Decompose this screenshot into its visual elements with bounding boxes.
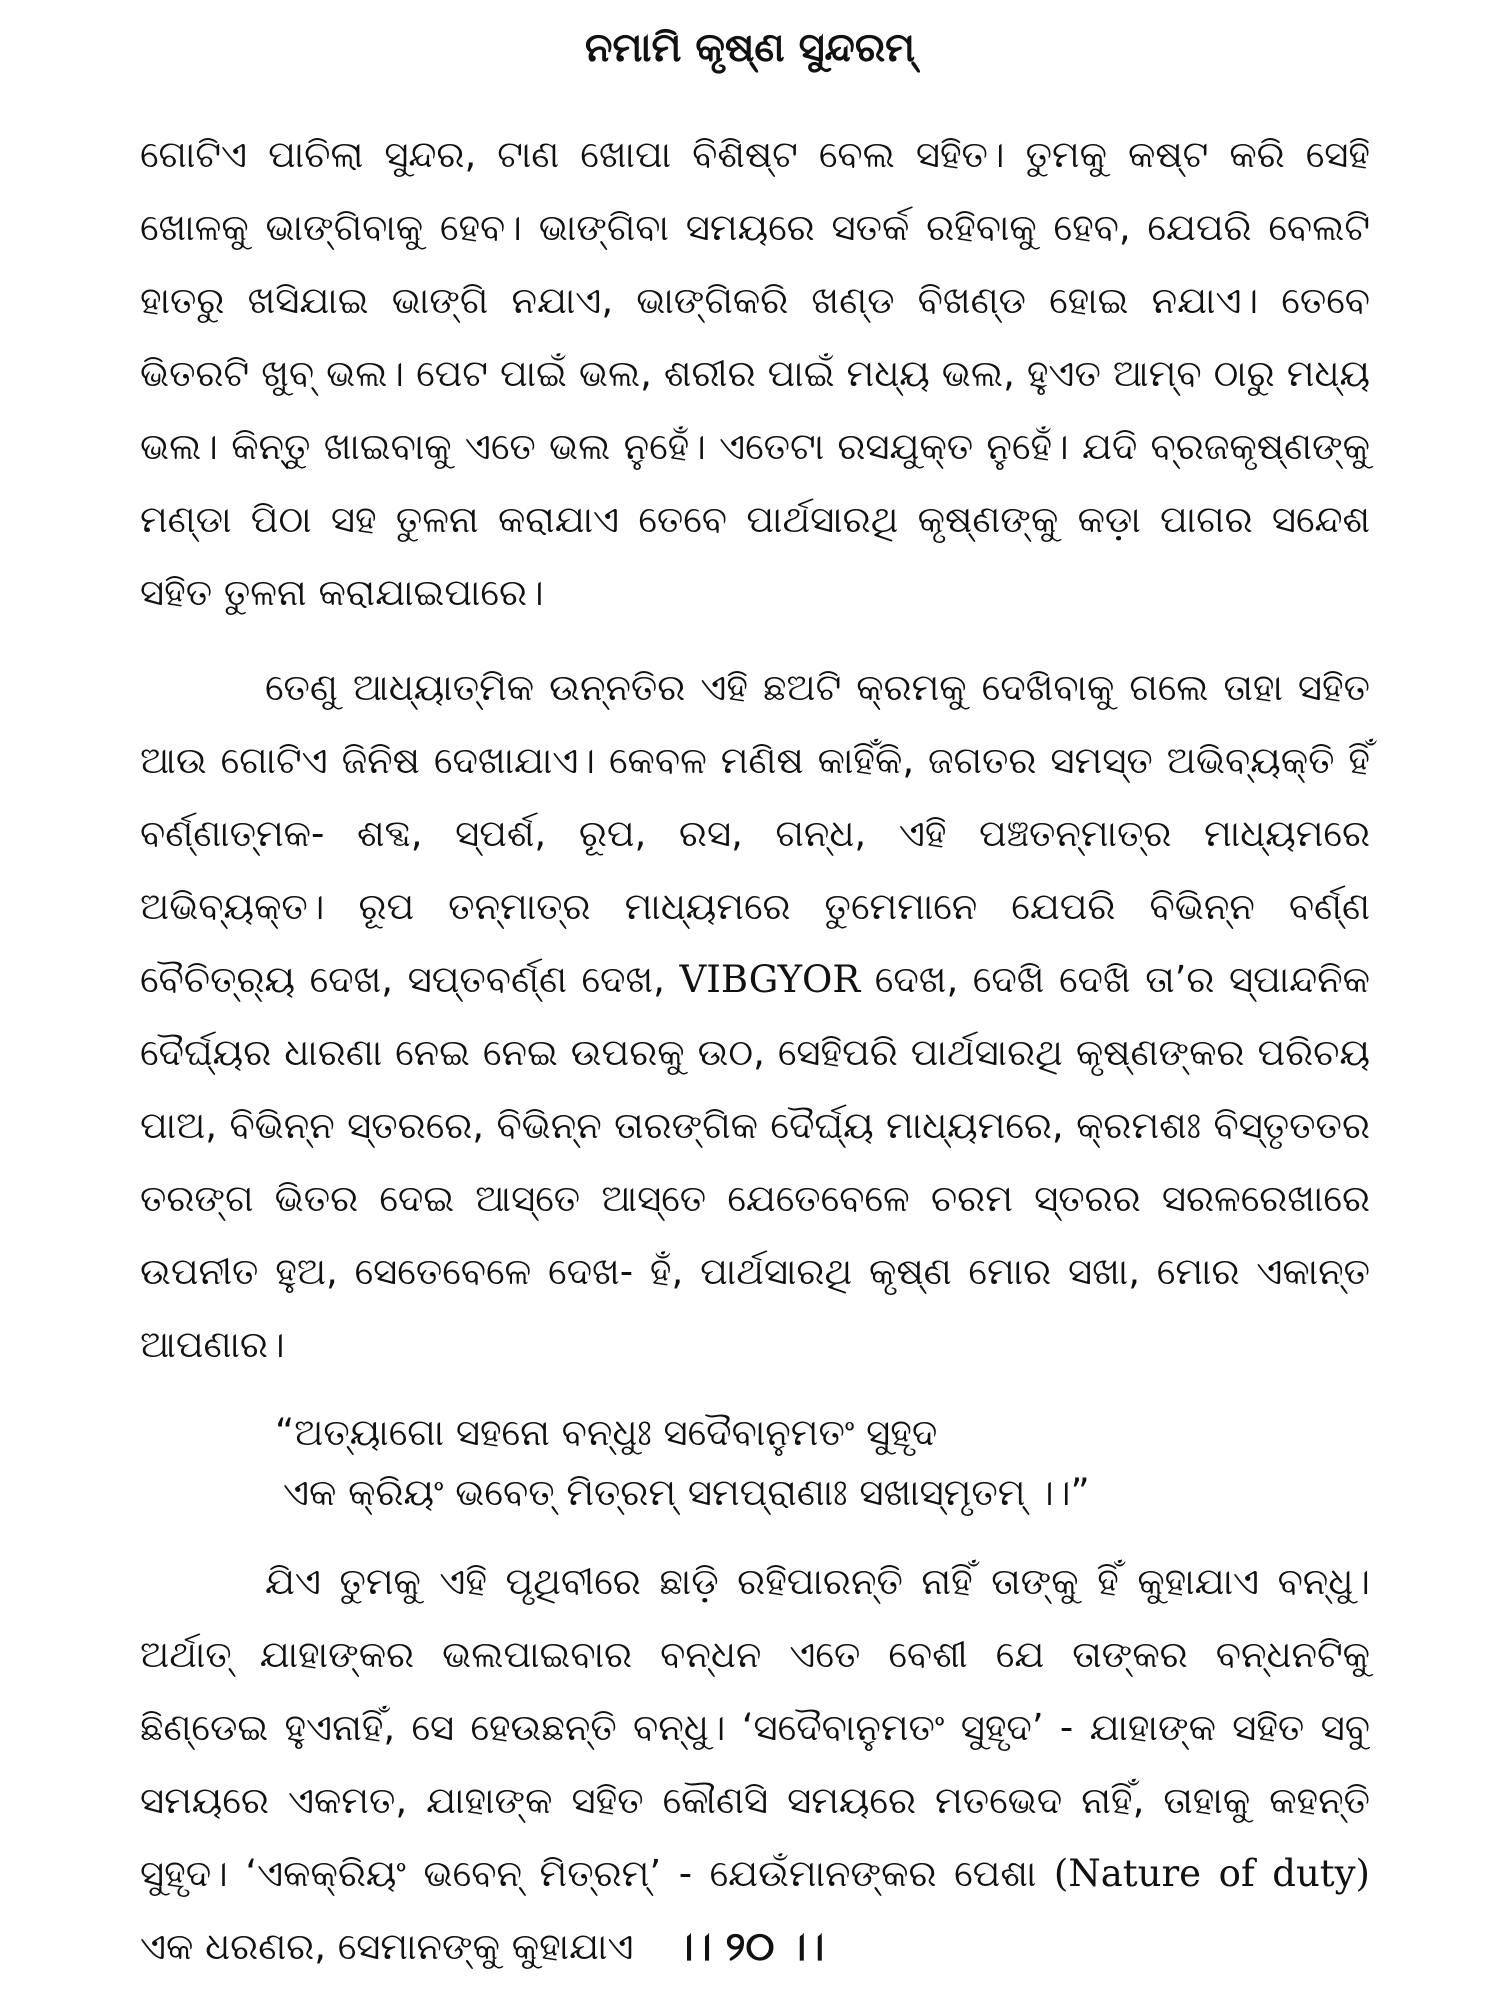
nature-of-duty-term: (Nature of duty): [1053, 1852, 1370, 1895]
running-title: ନମାମି କୃଷ୍ଣ ସୁନ୍ଦରମ୍: [584, 25, 916, 71]
vibgyor-term: VIBGYOR: [679, 958, 861, 1001]
body-text: [140, 118, 1370, 1983]
paragraph-2: [140, 651, 1370, 1381]
paragraph-2-part-2: ଦେଖ, ଦେଖି ଦେଖି ତା’ର ସ୍ପାନ୍ଦନିକ ଦୈର୍ଘ୍ୟର ଧାରଣା ନେଇ ନେଇ ଉପରକୁ ଉଠ, ସେହିପରି ପାର୍ଥସାରଥି କୃଷ୍ଣଙ୍କର ପରିଚୟ ପାଅ, ବିଭିନ୍ନ ସ୍ତରରେ, ବିଭିନ୍ନ ତାରଙ୍ଗିକ ଦୈର୍ଘ୍ୟ ମାଧ୍ୟମରେ, କ୍ରମଶଃ ବିସ୍ତୃତତର ତରଙ୍ଗ ଭିତର ଦେଇ ଆସ୍ତେ ଆସ୍ତେ ଯେତେବେଳେ ଚରମ ସ୍ତରର ସରଳରେଖାରେ ଉପନୀତ ହୁଅ, ସେତେବେଳେ ଦେଖ- ହଁ, ପାର୍ଥସାରଥି କୃଷ୍ଣ ମୋର ସଖା, ମୋର ଏକାନ୍ତ ଆପଣାର।: [140, 958, 1370, 1366]
paragraph-3: [140, 1545, 1370, 1983]
verse-line-2: ଏକ କ୍ରିୟଂ ଭବେତ୍ ମିତ୍ରମ୍ ସମପ୍ରାଣାଃ ସଖାସ୍ମୃତମ୍ ।।”: [283, 1471, 1090, 1514]
paragraph-3-part-1: ଯିଏ ତୁମକୁ ଏହି ପୃଥିବୀରେ ଛାଡ଼ି ରହିପାରନ୍ତି ନାହିଁ ତାଙ୍କୁ ହିଁ କୁହାଯାଏ ବନ୍ଧୁ। ଅର୍ଥାତ୍ ଯାହାଙ୍କର ଭଲପାଇବାର ବନ୍ଧନ ଏତେ ବେଶୀ ଯେ ତାଙ୍କର ବନ୍ଧନଟିକୁ ଛିଣ୍ଡେଇ ହୁଏନାହିଁ, ସେ ହେଉଛନ୍ତି ବନ୍ଧୁ। ‘ସଦୈବାନୁମତଂ ସୁହୃଦ’ - ଯାହାଙ୍କ ସହିତ ସବୁ ସମୟରେ ଏକମତ, ଯାହାଙ୍କ ସହିତ କୌଣସି ସମୟରେ ମତଭେଦ ନାହିଁ, ତାହାକୁ କହନ୍ତି ସୁହୃଦ। ‘ଏକକ୍ରିୟଂ ଭବେନ୍ ମିତ୍ରମ୍’ - ଯେଉଁମାନଙ୍କର ପେଶା: [140, 1560, 1370, 1895]
sanskrit-verse: [140, 1403, 1370, 1523]
page-number: ।। ୨୦ ।।: [675, 1924, 825, 1970]
paragraph-1: ଗୋଟିଏ ପାଚିଲା ସୁନ୍ଦର, ଟାଣ ଖୋପା ବିଶିଷ୍ଟ ବେଲ ସହିତ। ତୁମକୁ କଷ୍ଟ କରି ସେହି ଖୋଳକୁ ଭାଙ୍ଗିବାକୁ ହେବ। ଭାଙ୍ଗିବା ସମୟରେ ସତର୍କ ରହିବାକୁ ହେବ, ଯେପରି ବେଲଟି ହାତରୁ ଖସିଯାଇ ଭାଙ୍ଗି ନଯାଏ, ଭାଙ୍ଗିକରି ଖଣ୍ଡ ବିଖଣ୍ଡ ହୋଇ ନଯାଏ। ତେବେ ଭିତରଟି ଖୁବ୍ ଭଲ। ପେଟ ପାଇଁ ଭଲ, ଶରୀର ପାଇଁ ମଧ୍ୟ ଭଲ, ହୁଏତ ଆମ୍ବ ଠାରୁ ମଧ୍ୟ ଭଲ। କିନ୍ତୁ ଖାଇବାକୁ ଏତେ ଭଲ ନୁହେଁ। ଏତେଟା ରସଯୁକ୍ତ ନୁହେଁ। ଯଦି ବ୍ରଜକୃଷ୍ଣଙ୍କୁ ମଣ୍ଡା ପିଠା ସହ ତୁଳନା କରାଯାଏ ତେବେ ପାର୍ଥସାରଥି କୃଷ୍ଣଙ୍କୁ କଡ଼ା ପାଗର ସନ୍ଦେଶ ସହିତ ତୁଳନା କରାଯାଇପାରେ।: [140, 133, 1370, 614]
paragraph-3-part-2: ଏକ ଧରଣର, ସେମାନଙ୍କୁ କୁହାଯାଏ: [140, 1925, 634, 1968]
verse-line-1: “ଅତ୍ୟାଗୋ ସହନୋ ବନ୍ଧୁଃ ସଦୈବାନୁମତଂ ସୁହୃଦ: [275, 1411, 938, 1454]
paragraph-2-part-1: ତେଣୁ ଆଧ୍ୟାତ୍ମିକ ଉନ୍ନତିର ଏହି ଛଅଟି କ୍ରମକୁ ଦେଖିବାକୁ ଗଲେ ତାହା ସହିତ ଆଉ ଗୋଟିଏ ଜିନିଷ ଦେଖାଯାଏ। କେବଳ ମଣିଷ କାହିଁକି, ଜଗତର ସମସ୍ତ ଅଭିବ୍ୟକ୍ତି ହିଁ ବର୍ଣ୍ଣାତ୍ମକ- ଶବ୍ଦ, ସ୍ପର୍ଶ, ରୂପ, ରସ, ଗନ୍ଧ, ଏହି ପଞ୍ଚତନ୍ମାତ୍ର ମାଧ୍ୟମରେ ଅଭିବ୍ୟକ୍ତ। ରୂପ ତନ୍ମାତ୍ର ମାଧ୍ୟମରେ ତୁମେମାନେ ଯେପରି ବିଭିନ୍ନ ବର୍ଣ୍ଣ ବୈଚିତ୍ର୍ୟ ଦେଖ, ସପ୍ତବର୍ଣ୍ଣ ଦେଖ,: [140, 666, 1370, 1001]
